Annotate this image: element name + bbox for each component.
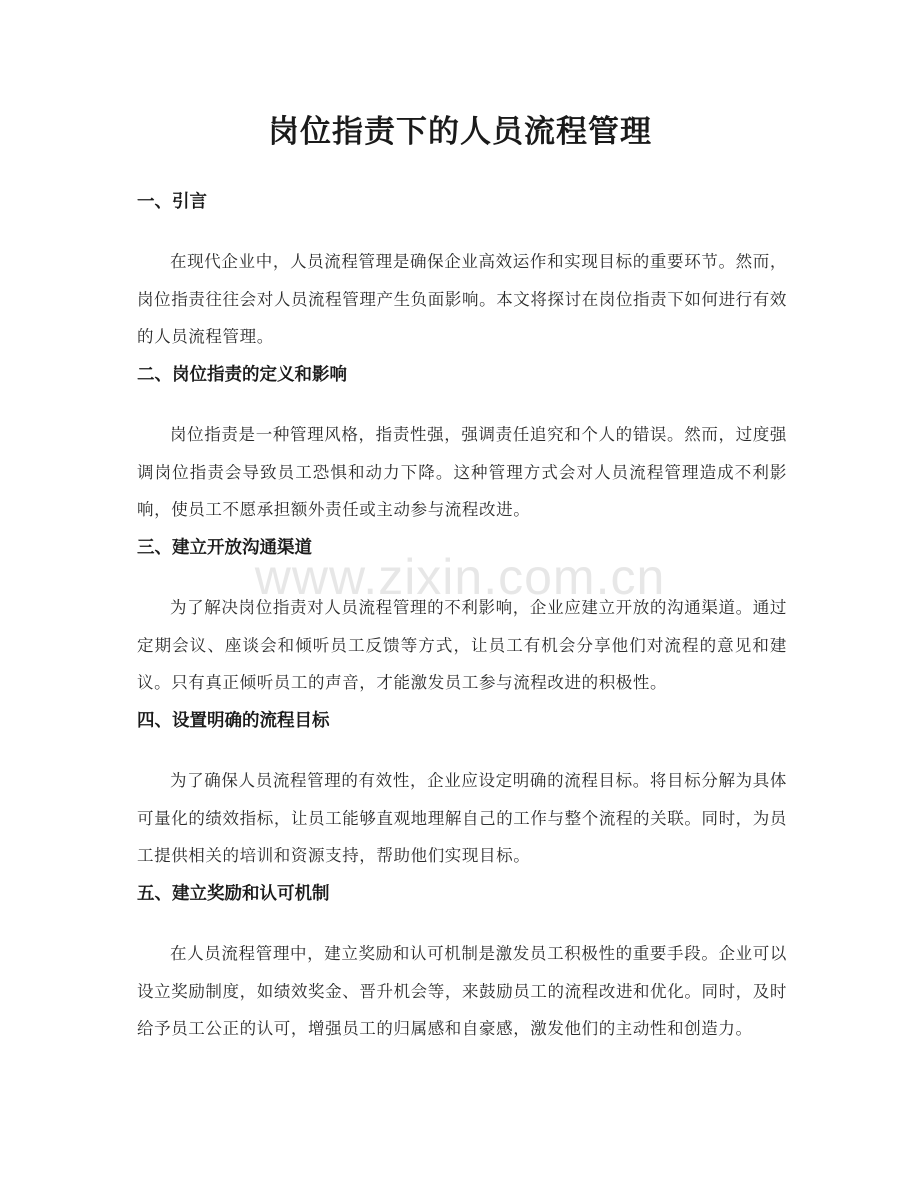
section-heading: 二、岗位指责的定义和影响 — [137, 365, 347, 385]
section-rewards — [137, 882, 787, 1048]
section-heading: 三、建立开放沟通渠道 — [137, 538, 312, 558]
section-paragraph: 在人员流程管理中，建立奖励和认可机制是激发员工积极性的重要手段。企业可以设立奖励制度，如绩效奖金、晋升机会等，来鼓励员工的流程改进和优化。同时，及时给予员工公正的认可，增强员工的归属感和自豪感，激发他们的主动性和创造力。 — [137, 944, 787, 1038]
watermark: www.zixin.com.cn — [254, 549, 666, 605]
section-paragraph: 为了解决岗位指责对人员流程管理的不利影响，企业应建立开放的沟通渠道。通过定期会议、座谈会和倾听员工反馈等方式，让员工有机会分享他们对流程的意见和建议。只有真正倾听员工的声音，才能激发员工参与流程改进的积极性。 — [137, 598, 787, 692]
section-paragraph: 在现代企业中，人员流程管理是确保企业高效运作和实现目标的重要环节。然而，岗位指责往往会对人员流程管理产生负面影响。本文将探讨在岗位指责下如何进行有效的人员流程管理。 — [137, 252, 787, 346]
section-paragraph: 为了确保人员流程管理的有效性，企业应设定明确的流程目标。将目标分解为具体可量化的绩效指标，让员工能够直观地理解自己的工作与整个流程的关联。同时，为员工提供相关的培训和资源支持，帮助他们实现目标。 — [137, 771, 787, 865]
section-paragraph: 岗位指责是一种管理风格，指责性强，强调责任追究和个人的错误。然而，过度强调岗位指责会导致员工恐惧和动力下降。这种管理方式会对人员流程管理造成不利影响，使员工不愿承担额外责任或主动参与流程改进。 — [137, 425, 787, 519]
section-heading: 五、建立奖励和认可机制 — [137, 884, 330, 904]
section-definition — [137, 363, 787, 529]
section-goals — [137, 709, 787, 875]
section-introduction — [137, 190, 787, 356]
section-heading: 四、设置明确的流程目标 — [137, 711, 330, 731]
section-heading: 一、引言 — [137, 192, 207, 212]
document-title: 岗位指责下的人员流程管理 — [268, 114, 652, 150]
